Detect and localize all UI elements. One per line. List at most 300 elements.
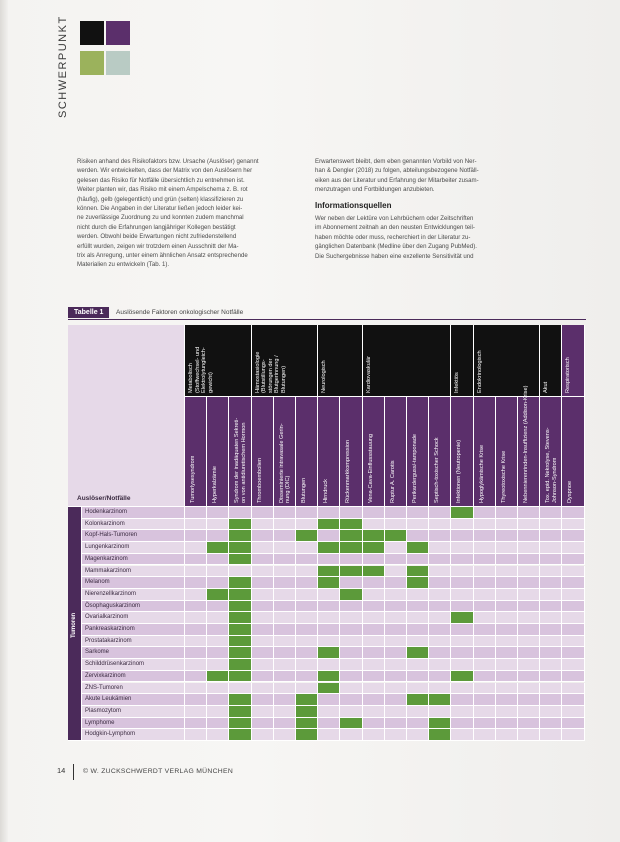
column-label: Infektionen (Neutropenie) — [456, 439, 463, 503]
cell-empty — [252, 718, 274, 730]
cell-marked — [407, 647, 429, 659]
cell-marked — [229, 729, 251, 741]
cell-empty — [274, 566, 296, 578]
text-line: werden. Obwohl beide Erwartungen nicht zufriedenstellend — [77, 233, 237, 241]
cell-marked — [363, 530, 385, 542]
cell-empty — [518, 659, 540, 671]
cell-empty — [451, 683, 473, 695]
cell-empty — [185, 671, 207, 683]
cell-empty — [385, 694, 407, 706]
cell-empty — [518, 566, 540, 578]
cell-empty — [496, 659, 518, 671]
cell-empty — [363, 612, 385, 624]
cell-empty — [451, 729, 473, 741]
cell-empty — [496, 566, 518, 578]
cell-empty — [340, 612, 362, 624]
cell-empty — [518, 601, 540, 613]
cell-empty — [207, 612, 229, 624]
cell-empty — [207, 519, 229, 531]
cell-empty — [496, 706, 518, 718]
cell-empty — [274, 729, 296, 741]
cell-marked — [407, 566, 429, 578]
row-label: Lymphome — [85, 719, 115, 726]
cell-empty — [518, 554, 540, 566]
cell-empty — [518, 589, 540, 601]
cell-marked — [340, 566, 362, 578]
cell-empty — [429, 601, 451, 613]
cell-empty — [429, 507, 451, 519]
cell-empty — [385, 601, 407, 613]
cell-empty — [363, 636, 385, 648]
cell-empty — [385, 566, 407, 578]
category-label: (Blutstillungs- — [261, 359, 268, 393]
cell-empty — [252, 554, 274, 566]
text-line: ne zuverlässige Zuordnung zu und konnten zudem manchmal — [77, 214, 244, 222]
cell-empty — [429, 647, 451, 659]
group-label: Tumoren — [71, 612, 77, 638]
table-label: Tabelle 1 — [68, 307, 109, 318]
cell-empty — [429, 671, 451, 683]
cell-empty — [540, 601, 562, 613]
row-label: Mammakarzinom — [85, 567, 132, 574]
cell-empty — [385, 718, 407, 730]
cell-empty — [385, 636, 407, 648]
cell-empty — [363, 577, 385, 589]
column-label: Perikarderguss/-tamponade — [412, 433, 418, 503]
cell-empty — [274, 554, 296, 566]
cell-empty — [407, 530, 429, 542]
category-label: Elektrolytungleich- — [201, 347, 207, 393]
cell-empty — [474, 554, 496, 566]
cell-empty — [518, 612, 540, 624]
section-heading-informationsquellen: Informationsquellen — [315, 200, 392, 210]
text-line: Erwartenswert bleibt, dem eben genannten Vorbild von Ner- — [315, 158, 477, 165]
cell-empty — [518, 706, 540, 718]
column-label: Disseminierte intravasale Gerin- — [278, 423, 285, 503]
cell-empty — [429, 683, 451, 695]
row-label: Prostatakarzinom — [85, 637, 132, 644]
cell-empty — [363, 589, 385, 601]
text-line: gänglichen Datenbank (Medline über den Zugang PubMed). — [315, 243, 477, 251]
cell-empty — [207, 659, 229, 671]
footer-divider — [73, 764, 74, 780]
cell-empty — [429, 659, 451, 671]
column-label: Syndrom der inadäquaten Sekreti- — [234, 417, 241, 503]
cell-empty — [252, 706, 274, 718]
row-label: Hodenkarzinom — [85, 509, 128, 515]
cell-empty — [340, 636, 362, 648]
column-label: Nebennierenrinden-Insuffizienz (Addison-Krise) — [523, 385, 529, 503]
cell-empty — [207, 683, 229, 695]
cell-marked — [229, 671, 251, 683]
cell-empty — [474, 647, 496, 659]
cell-empty — [562, 624, 584, 636]
cell-empty — [540, 612, 562, 624]
cell-empty — [407, 554, 429, 566]
cell-empty — [407, 612, 429, 624]
cell-empty — [518, 718, 540, 730]
cell-empty — [562, 577, 584, 589]
cell-empty — [274, 706, 296, 718]
text-line: eiken aus der Literatur und Erfahrung der Mitarbeiter zusam- — [315, 176, 479, 184]
cell-empty — [429, 542, 451, 554]
text-line: trix als Anregung, unter einem ähnlichen Ansatz entsprechende — [77, 252, 248, 260]
cell-empty — [296, 589, 318, 601]
cell-empty — [274, 671, 296, 683]
cell-marked — [229, 577, 251, 589]
column-label: Septisch-toxischer Schock — [434, 437, 441, 503]
cell-empty — [185, 636, 207, 648]
column-label: Vena-Cava-Einflussstauung — [367, 433, 374, 503]
cell-empty — [207, 636, 229, 648]
cell-marked — [318, 671, 340, 683]
cell-empty — [474, 589, 496, 601]
category-label: Akut — [543, 381, 550, 393]
cell-empty — [407, 671, 429, 683]
cell-empty — [274, 636, 296, 648]
cell-empty — [496, 507, 518, 519]
right-text-bottom — [315, 214, 539, 261]
cell-empty — [318, 530, 340, 542]
category-label: Hämostasiologie — [254, 351, 261, 393]
text-line: können. Die Angaben in der Literatur ließen jedoch leider kei- — [77, 205, 243, 213]
cell-empty — [562, 659, 584, 671]
cell-empty — [207, 718, 229, 730]
cell-empty — [318, 706, 340, 718]
cell-marked — [296, 530, 318, 542]
cell-empty — [562, 530, 584, 542]
cell-empty — [363, 601, 385, 613]
cell-empty — [562, 647, 584, 659]
cell-marked — [318, 566, 340, 578]
cell-empty — [451, 624, 473, 636]
cell-marked — [296, 718, 318, 730]
cell-empty — [185, 659, 207, 671]
cell-empty — [496, 519, 518, 531]
cell-empty — [207, 694, 229, 706]
cell-empty — [474, 566, 496, 578]
cell-empty — [274, 542, 296, 554]
cell-empty — [252, 659, 274, 671]
cell-empty — [540, 694, 562, 706]
cell-empty — [407, 589, 429, 601]
cell-empty — [363, 671, 385, 683]
cell-empty — [518, 694, 540, 706]
cell-empty — [451, 647, 473, 659]
logo-square-green — [80, 51, 104, 75]
cell-empty — [518, 507, 540, 519]
category-label: Respiratorisch — [565, 357, 572, 393]
cell-empty — [296, 519, 318, 531]
right-text-column — [315, 157, 539, 261]
column-label: Thyreotoxische Krise — [500, 450, 507, 503]
cell-empty — [207, 577, 229, 589]
cell-marked — [429, 718, 451, 730]
table-corner — [68, 325, 185, 507]
cell-empty — [540, 554, 562, 566]
cell-marked — [318, 519, 340, 531]
cell-marked — [229, 636, 251, 648]
cell-empty — [185, 507, 207, 519]
cell-empty — [185, 530, 207, 542]
cell-empty — [451, 589, 473, 601]
column-label: Thromboembolien — [256, 457, 263, 503]
cell-empty — [429, 566, 451, 578]
cell-empty — [496, 542, 518, 554]
cell-empty — [474, 636, 496, 648]
text-line: erfüllt wurden, zeigen wir trotzdem einen Ausschnitt der Ma- — [77, 242, 239, 250]
cell-empty — [252, 636, 274, 648]
cell-empty — [518, 671, 540, 683]
row-label: Zervixkarzinom — [85, 672, 126, 679]
cell-empty — [496, 683, 518, 695]
cell-empty — [363, 706, 385, 718]
logo-square-black — [80, 21, 104, 45]
cell-empty — [562, 519, 584, 531]
cell-empty — [518, 647, 540, 659]
cell-empty — [562, 554, 584, 566]
table-title: Auslösende Faktoren onkologischer Notfälle — [116, 309, 244, 316]
cell-empty — [496, 694, 518, 706]
column-label: Tumorlysesyndrom — [190, 455, 196, 503]
cell-empty — [429, 636, 451, 648]
cell-empty — [451, 636, 473, 648]
right-text-top — [315, 157, 539, 195]
cell-empty — [318, 612, 340, 624]
cell-empty — [185, 729, 207, 741]
cell-empty — [274, 577, 296, 589]
cell-empty — [496, 577, 518, 589]
cell-empty — [474, 694, 496, 706]
cell-empty — [429, 612, 451, 624]
cell-empty — [407, 624, 429, 636]
text-line: gelesen das Risiko für Notfälle übersichtlich zu entnehmen ist. — [77, 176, 245, 184]
cell-empty — [296, 659, 318, 671]
cell-empty — [363, 694, 385, 706]
cell-empty — [496, 589, 518, 601]
cell-empty — [540, 671, 562, 683]
cell-empty — [296, 577, 318, 589]
column-label: Ruptur A. Carotis — [389, 460, 396, 503]
cell-empty — [252, 647, 274, 659]
cell-empty — [451, 554, 473, 566]
column-label: nung (DIC) — [285, 475, 292, 503]
cell-empty — [340, 706, 362, 718]
cell-empty — [363, 624, 385, 636]
cell-empty — [496, 554, 518, 566]
text-line: Risiken anhand des Risikofaktors bzw. Ursache (Auslöser) genannt — [77, 158, 259, 165]
cell-empty — [451, 718, 473, 730]
cell-empty — [540, 577, 562, 589]
cell-empty — [518, 519, 540, 531]
cell-marked — [363, 542, 385, 554]
row-label: Nierenzellkarzinom — [85, 590, 137, 597]
cell-empty — [340, 683, 362, 695]
cell-empty — [451, 566, 473, 578]
cell-empty — [207, 507, 229, 519]
cell-empty — [540, 530, 562, 542]
cell-empty — [340, 647, 362, 659]
cell-marked — [229, 554, 251, 566]
cell-empty — [496, 671, 518, 683]
category-label: Blutungen) — [280, 365, 287, 393]
row-label: Lungenkarzinom — [85, 544, 130, 551]
column-label: Rückenmarkkompression — [345, 439, 352, 503]
cell-marked — [318, 577, 340, 589]
cell-empty — [540, 542, 562, 554]
row-label: Melanom — [85, 579, 110, 586]
cell-empty — [296, 647, 318, 659]
cell-marked — [229, 706, 251, 718]
cell-empty — [496, 729, 518, 741]
cell-empty — [318, 589, 340, 601]
category-label: Infektiös — [454, 372, 461, 393]
text-line: haben möchte oder muss, recherchiert in der Literatur zu- — [315, 233, 471, 241]
cell-empty — [429, 554, 451, 566]
row-label: Magenkarzinom — [85, 555, 128, 562]
cell-empty — [496, 636, 518, 648]
cell-empty — [474, 530, 496, 542]
category-label: störungen der — [267, 358, 274, 393]
text-line: han & Dengler (2018) zu folgen, abteilungsbezogene Notfäll- — [315, 167, 479, 175]
cell-empty — [407, 601, 429, 613]
cell-empty — [252, 601, 274, 613]
cell-marked — [407, 542, 429, 554]
cell-empty — [252, 694, 274, 706]
cell-empty — [207, 530, 229, 542]
cell-empty — [562, 542, 584, 554]
cell-empty — [496, 624, 518, 636]
row-label: Kopf-Hals-Tumoren — [85, 532, 138, 539]
cell-empty — [562, 706, 584, 718]
cell-empty — [385, 612, 407, 624]
cell-empty — [451, 706, 473, 718]
cell-empty — [407, 507, 429, 519]
cell-empty — [385, 671, 407, 683]
cell-empty — [185, 554, 207, 566]
cell-empty — [318, 554, 340, 566]
cell-empty — [385, 589, 407, 601]
row-label: Akute Leukämien — [85, 696, 132, 703]
cell-empty — [518, 530, 540, 542]
table-caption — [68, 307, 586, 320]
cell-marked — [407, 694, 429, 706]
row-label: Schilddrüsenkarzinom — [85, 661, 145, 668]
cell-marked — [318, 542, 340, 554]
cell-empty — [318, 624, 340, 636]
cell-empty — [429, 530, 451, 542]
cell-empty — [385, 706, 407, 718]
cell-empty — [252, 612, 274, 624]
page-number: 14 — [57, 766, 66, 775]
cell-marked — [207, 671, 229, 683]
cell-empty — [385, 659, 407, 671]
cell-empty — [318, 636, 340, 648]
cell-empty — [296, 636, 318, 648]
cell-empty — [207, 647, 229, 659]
category-label: (Stoffwechsel- und — [194, 346, 201, 393]
cell-empty — [429, 577, 451, 589]
category-label: Blutgerinnung / — [274, 355, 281, 393]
cell-empty — [318, 507, 340, 519]
cell-empty — [451, 542, 473, 554]
cell-empty — [474, 659, 496, 671]
cell-empty — [474, 729, 496, 741]
cell-empty — [562, 612, 584, 624]
cell-marked — [363, 566, 385, 578]
cell-marked — [340, 542, 362, 554]
cell-empty — [407, 519, 429, 531]
cell-empty — [518, 683, 540, 695]
cell-marked — [229, 694, 251, 706]
cell-empty — [340, 601, 362, 613]
cell-empty — [340, 554, 362, 566]
cell-empty — [540, 659, 562, 671]
cell-empty — [274, 659, 296, 671]
cell-empty — [562, 683, 584, 695]
cell-empty — [296, 624, 318, 636]
cell-empty — [518, 636, 540, 648]
cell-empty — [274, 647, 296, 659]
cell-marked — [429, 694, 451, 706]
cell-empty — [185, 589, 207, 601]
cell-empty — [518, 624, 540, 636]
cell-marked — [451, 507, 473, 519]
cell-empty — [252, 729, 274, 741]
cell-empty — [185, 647, 207, 659]
cell-empty — [207, 729, 229, 741]
cell-marked — [229, 612, 251, 624]
cell-empty — [296, 671, 318, 683]
cell-empty — [363, 554, 385, 566]
cell-empty — [185, 519, 207, 531]
cell-empty — [296, 601, 318, 613]
text-line: menzutragen und Fortbildungen anzubieten. — [315, 186, 435, 194]
cell-empty — [496, 647, 518, 659]
cell-empty — [207, 566, 229, 578]
row-label: Hodgkin-Lymphom — [85, 731, 136, 738]
cell-marked — [229, 624, 251, 636]
cell-empty — [407, 729, 429, 741]
cell-empty — [296, 507, 318, 519]
cell-empty — [252, 589, 274, 601]
cell-empty — [540, 683, 562, 695]
cell-empty — [363, 659, 385, 671]
column-label: Tox. epid. Nekrolyse, Stevens- — [545, 427, 552, 503]
cell-empty — [252, 624, 274, 636]
cell-empty — [496, 612, 518, 624]
cell-marked — [229, 718, 251, 730]
cell-empty — [451, 694, 473, 706]
cell-empty — [318, 601, 340, 613]
cell-empty — [474, 519, 496, 531]
cell-empty — [385, 624, 407, 636]
cell-marked — [229, 589, 251, 601]
row-label: Plasmozytom — [85, 707, 122, 714]
cell-empty — [318, 694, 340, 706]
cell-empty — [185, 577, 207, 589]
cell-empty — [562, 636, 584, 648]
cell-empty — [185, 601, 207, 613]
column-label: Johnson-Syndrom — [551, 457, 558, 503]
cell-marked — [296, 706, 318, 718]
cell-empty — [474, 706, 496, 718]
cell-empty — [385, 554, 407, 566]
cell-empty — [474, 683, 496, 695]
column-label: Hyperkalzämie — [212, 466, 219, 503]
cell-empty — [207, 624, 229, 636]
cell-empty — [540, 507, 562, 519]
